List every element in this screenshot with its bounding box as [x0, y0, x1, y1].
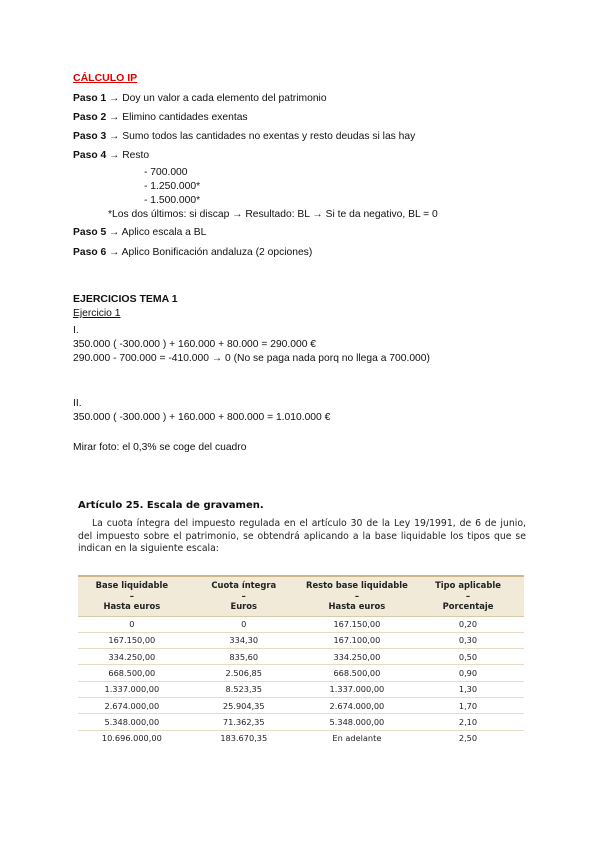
table-cell: 2.674.000,00 [78, 697, 186, 713]
step-1 [73, 92, 327, 105]
ejercicio-subtitle: Ejercicio 1 [73, 308, 121, 319]
header-text: Cuota íntegra [211, 580, 277, 590]
table-cell: 0,50 [412, 649, 524, 665]
article-title: Artículo 25. Escala de gravamen. [78, 500, 264, 511]
table-row [78, 616, 524, 632]
header-text: – [465, 590, 471, 601]
part2-line1: 350.000 ( -300.000 ) + 160.000 + 800.000 = 1.010.000 € [73, 412, 331, 423]
header-text: Porcentaje [442, 601, 494, 611]
table-cell: 1.337.000,00 [78, 681, 186, 697]
part2-label: II. [73, 398, 82, 409]
step-4 [73, 149, 149, 162]
header-text: Hasta euros [103, 601, 161, 611]
ejercicios-title: EJERCICIOS TEMA 1 [73, 293, 178, 305]
step-label: Paso 2 [73, 112, 107, 123]
table-cell: 835,60 [186, 649, 302, 665]
step-2 [73, 111, 248, 124]
table-cell: 167.100,00 [302, 632, 412, 648]
table-row [78, 632, 524, 648]
table-cell: 668.500,00 [78, 665, 186, 681]
table-cell: 25.904,35 [186, 697, 302, 713]
step-text: → Resto [106, 150, 150, 161]
table-cell: 0,90 [412, 665, 524, 681]
part1-label: I. [73, 325, 79, 336]
resto-note: *Los dos últimos: si discap → Resultado: BL → Si te da negativo, BL = 0 [108, 209, 438, 220]
step-text: → Elimino cantidades exentas [106, 112, 248, 123]
step-3 [73, 130, 415, 143]
resto-item: - 1.500.000* [144, 195, 201, 206]
table-header-row [78, 576, 524, 616]
header-cuota-integra [186, 576, 302, 616]
table-row [78, 681, 524, 697]
table-row [78, 649, 524, 665]
table-cell: 0 [78, 616, 186, 632]
table-cell: 1.337.000,00 [302, 681, 412, 697]
table-row [78, 697, 524, 713]
header-base-liquidable [78, 576, 186, 616]
table-cell: 334.250,00 [302, 649, 412, 665]
article-paragraph: La cuota íntegra del impuesto regulada en el artículo 30 de la Ley 19/1991, de 6 de junio, del impuesto sobre el patrimonio, se obtendrá aplicando a la base liquidable los tipos que se indican en la siguiente escala: [78, 518, 526, 554]
table-cell: 0 [186, 616, 302, 632]
step-label: Paso 1 [73, 93, 107, 104]
photo-note: Mirar foto: el 0,3% se coge del cuadro [73, 442, 247, 453]
header-text: Euros [230, 601, 258, 611]
header-text: Base liquidable [95, 580, 169, 590]
table-cell: 167.150,00 [302, 616, 412, 632]
table-cell: 2,10 [412, 714, 524, 730]
table-row [78, 714, 524, 730]
header-text: – [354, 590, 359, 601]
header-text: – [241, 590, 246, 601]
header-text: – [129, 590, 134, 601]
table-cell: 2.506,85 [186, 665, 302, 681]
table-cell: 0,20 [412, 616, 524, 632]
step-6 [73, 246, 312, 259]
header-text: Resto base liquidable [306, 580, 408, 590]
resto-item: - 1.250.000* [144, 181, 201, 192]
header-resto-base [302, 576, 412, 616]
table-cell: 10.696.000,00 [101, 733, 162, 744]
table-cell: En adelante [332, 733, 382, 744]
part1-line2: 290.000 - 700.000 = -410.000 → 0 (No se paga nada porq no llega a 700.000) [73, 353, 430, 364]
table-row [78, 665, 524, 681]
table-cell: 71.362,35 [186, 714, 302, 730]
table-cell: 0,30 [412, 632, 524, 648]
header-tipo-aplicable [412, 576, 524, 616]
calculo-title: CÁLCULO IP [73, 72, 138, 84]
table-cell: 334.250,00 [78, 649, 186, 665]
tax-scale-table [78, 575, 524, 746]
table-cell: 668.500,00 [302, 665, 412, 681]
step-label: Paso 6 [73, 247, 107, 258]
resto-item: - 700.000 [144, 167, 188, 178]
table-cell: 1,70 [412, 697, 524, 713]
step-label: Paso 4 [73, 150, 107, 161]
table-cell: 5.348.000,00 [78, 714, 186, 730]
step-text: → Doy un valor a cada elemento del patrimonio [106, 93, 327, 104]
table-cell: 8.523,35 [186, 681, 302, 697]
table-cell: 1,30 [412, 681, 524, 697]
table-cell: 167.150,00 [78, 632, 186, 648]
table-row [78, 730, 524, 746]
step-text: → Aplico Bonificación andaluza (2 opciones) [106, 247, 313, 258]
table-cell: 2.674.000,00 [302, 697, 412, 713]
step-5 [73, 226, 206, 239]
header-text: Hasta euros [328, 601, 386, 611]
header-text: Tipo aplicable [435, 580, 501, 590]
step-text: → Aplico escala a BL [106, 227, 207, 238]
part1-line1: 350.000 ( -300.000 ) + 160.000 + 80.000 = 290.000 € [73, 339, 317, 350]
step-label: Paso 5 [73, 227, 107, 238]
table-cell: 5.348.000,00 [302, 714, 412, 730]
table-cell: 183.670,35 [220, 733, 268, 744]
table-cell: 2,50 [458, 733, 478, 744]
table-cell: 334,30 [186, 632, 302, 648]
step-label: Paso 3 [73, 131, 107, 142]
step-text: → Sumo todos las cantidades no exentas y resto deudas si las hay [106, 131, 416, 142]
